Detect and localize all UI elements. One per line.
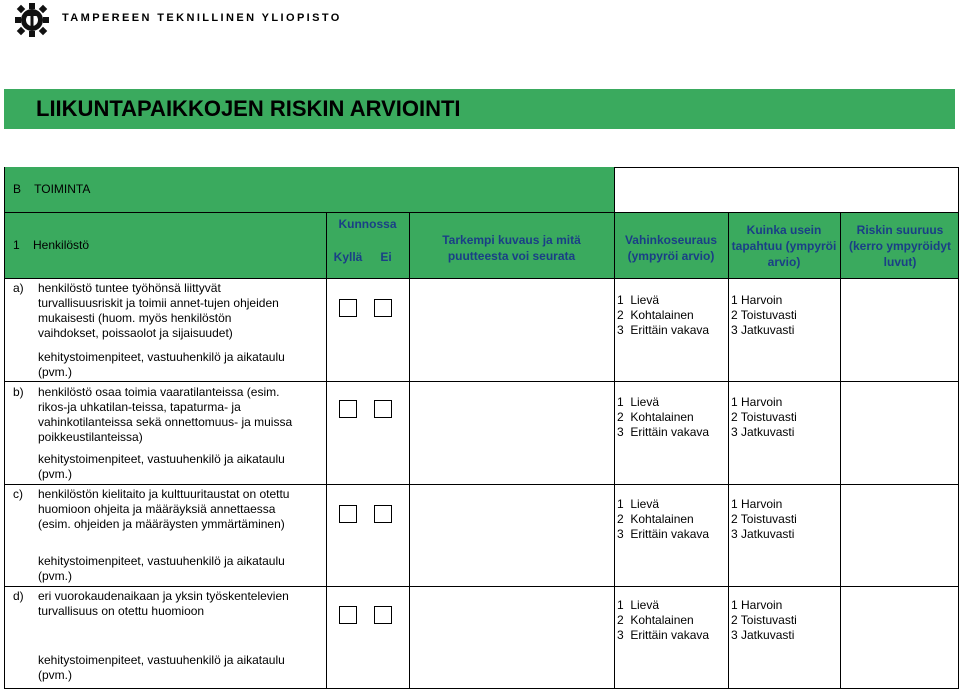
checkbox-ei[interactable]: [374, 400, 392, 418]
severity-3: 3 Erittäin vakava: [617, 323, 710, 337]
header-kuvaus: Tarkempi kuvaus ja mitä puutteesta voi seurata: [442, 233, 581, 263]
header-kylla: Kyllä: [333, 250, 363, 264]
severity-1: 1 Lievä: [617, 497, 660, 511]
frequency-3: 3 Jatkuvasti: [731, 323, 795, 337]
subsection-label: 1 Henkilöstö: [13, 238, 90, 252]
header-vahinko: Vahinkoseuraus (ympyröi arvio): [624, 233, 718, 263]
row-followup: kehitystoimenpiteet, vastuuhenkilö ja aikataulu (pvm.): [38, 653, 285, 682]
header-riski: Riskin suuruus (kerro ympyröidyt luvut): [848, 223, 952, 269]
frequency-3: 3 Jatkuvasti: [731, 425, 795, 439]
section-header-band: [4, 167, 614, 212]
checkbox-kylla[interactable]: [339, 400, 357, 418]
row-letter: a): [13, 281, 24, 295]
university-name: TAMPEREEN TEKNILLINEN YLIOPISTO: [62, 12, 342, 24]
row-letter: c): [13, 487, 23, 501]
frequency-3: 3 Jatkuvasti: [731, 628, 795, 642]
row-followup: kehitystoimenpiteet, vastuuhenkilö ja aikataulu (pvm.): [38, 554, 285, 583]
checkbox-ei[interactable]: [374, 606, 392, 624]
row-followup: kehitystoimenpiteet, vastuuhenkilö ja aikataulu (pvm.): [38, 350, 285, 379]
frequency-1: 1 Harvoin: [731, 395, 783, 409]
header-ei: Ei: [380, 250, 392, 264]
checkbox-ei[interactable]: [374, 299, 392, 317]
severity-1: 1 Lievä: [617, 598, 660, 612]
row-text: henkilöstö osaa toimia vaaratilanteissa (esim. rikos-ja uhkatilan-teissa, tapaturma- ja vahinkotilanteissa sekä onnettomuus- ja muissa poikkeustilanteissa): [38, 385, 293, 444]
gear-icon: [12, 2, 52, 38]
severity-3: 3 Erittäin vakava: [617, 425, 710, 439]
section-label: B TOIMINTA: [13, 182, 91, 196]
checkbox-ei[interactable]: [374, 505, 392, 523]
frequency-3: 3 Jatkuvasti: [731, 527, 795, 541]
page-title: LIIKUNTAPAIKKOJEN RISKIN ARVIOINTI: [36, 96, 461, 121]
severity-3: 3 Erittäin vakava: [617, 527, 710, 541]
severity-1: 1 Lievä: [617, 293, 660, 307]
frequency-2: 2 Toistuvasti: [731, 410, 797, 424]
checkbox-kylla[interactable]: [339, 505, 357, 523]
severity-3: 3 Erittäin vakava: [617, 628, 710, 642]
row-text: henkilöstö tuntee työhönsä liittyvät turvallisuusriskit ja toimii annet-tujen ohjeiden mukaisesti (huom. myös henkilöstön vaihdokset, poissaolot ja sijaisuudet): [38, 281, 279, 340]
row-text: henkilöstön kielitaito ja kulttuuritaustat on otettu huomioon ohjeita ja määräyksiä annettaessa (esim. ohjeiden ja määräysten ymmärtäminen): [38, 487, 290, 531]
header-kunnossa: Kunnossa: [338, 217, 397, 231]
frequency-2: 2 Toistuvasti: [731, 613, 797, 627]
severity-2: 2 Kohtalainen: [617, 613, 694, 627]
severity-2: 2 Kohtalainen: [617, 410, 694, 424]
row-followup: kehitystoimenpiteet, vastuuhenkilö ja aikataulu (pvm.): [38, 452, 285, 481]
row-text: eri vuorokaudenaikaan ja yksin työskentelevien turvallisuus on otettu huomioon: [38, 589, 289, 618]
frequency-1: 1 Harvoin: [731, 598, 783, 612]
checkbox-kylla[interactable]: [339, 606, 357, 624]
frequency-2: 2 Toistuvasti: [731, 512, 797, 526]
frequency-1: 1 Harvoin: [731, 293, 783, 307]
severity-1: 1 Lievä: [617, 395, 660, 409]
header-kuinka: Kuinka usein tapahtuu (ympyröi arvio): [731, 223, 837, 269]
row-letter: d): [13, 589, 24, 603]
row-letter: b): [13, 385, 24, 399]
frequency-2: 2 Toistuvasti: [731, 308, 797, 322]
frequency-1: 1 Harvoin: [731, 497, 783, 511]
checkbox-kylla[interactable]: [339, 299, 357, 317]
severity-2: 2 Kohtalainen: [617, 308, 694, 322]
severity-2: 2 Kohtalainen: [617, 512, 694, 526]
